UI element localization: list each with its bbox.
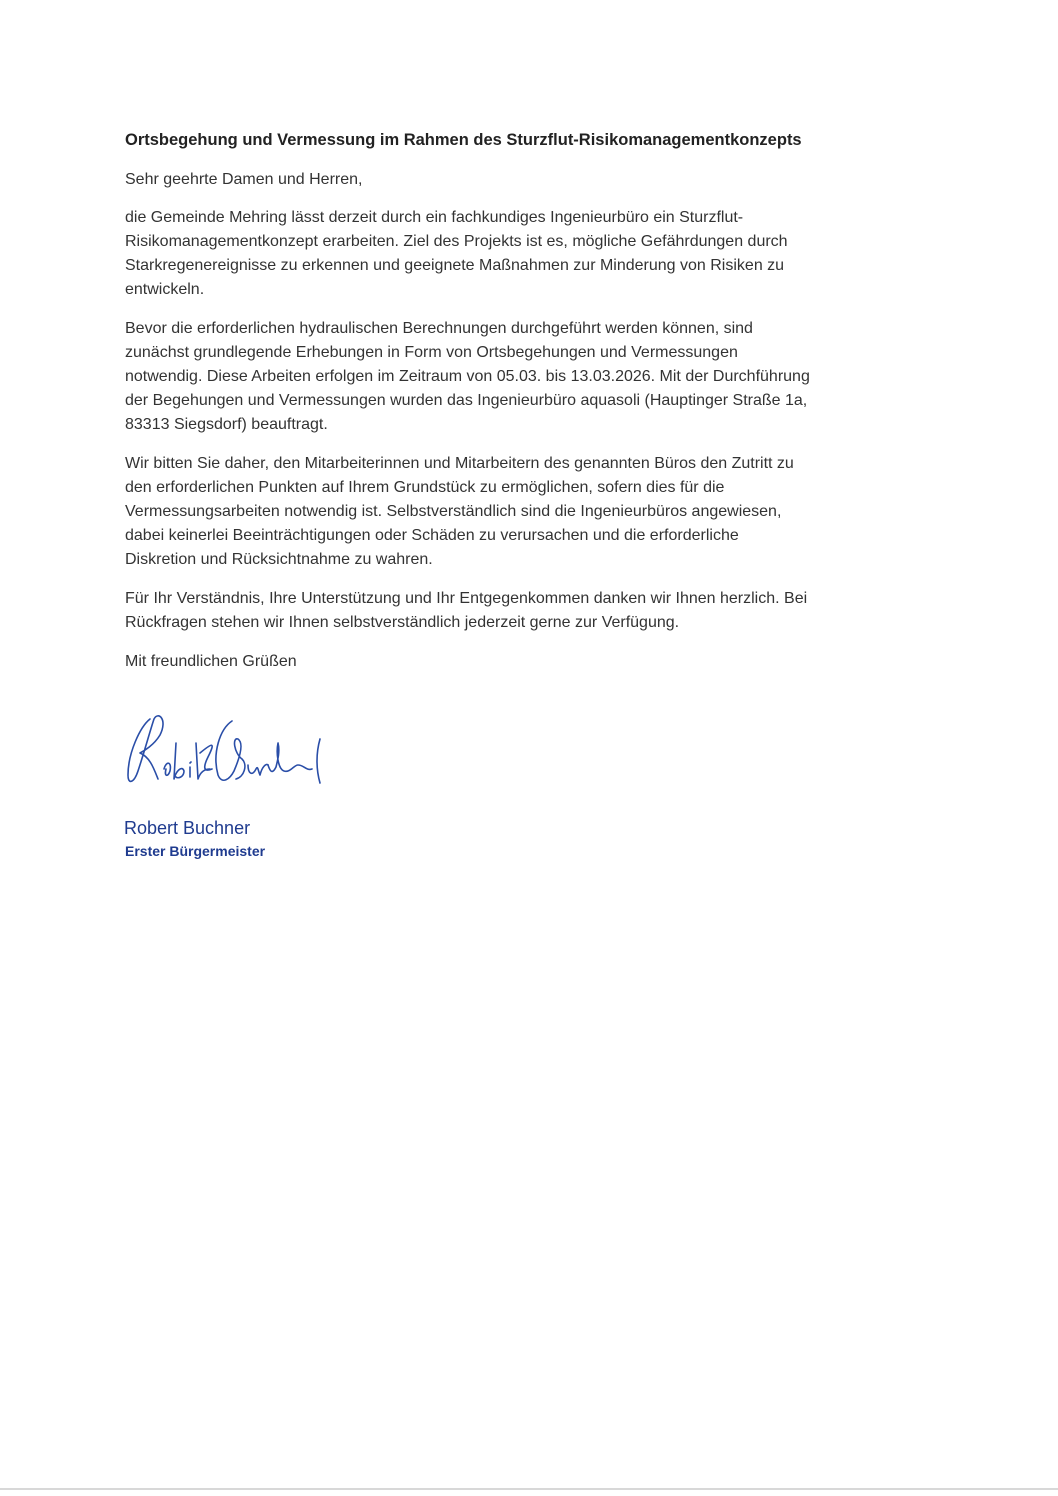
paragraph-line: dabei keinerlei Beeinträchtigungen oder Schäden zu verursachen und die erforderliche [125, 527, 739, 544]
closing-greeting: Mit freundlichen Grüßen [125, 653, 297, 670]
signer-name: Robert Buchner [124, 818, 251, 838]
paragraph-thanks [125, 587, 925, 635]
paragraph-line: Starkregenereignisse zu erkennen und geeignete Maßnahmen zur Minderung von Risiken zu [125, 257, 785, 274]
paragraph-line: Risikomanagementkonzept erarbeiten. Ziel des Projekts ist es, mögliche Gefährdungen durch [125, 233, 788, 250]
paragraph-line: Vermessungsarbeiten notwendig ist. Selbstverständlich sind die Ingenieurbüros angewiesen, [125, 503, 782, 520]
signer-title: Erster Bürgermeister [125, 843, 266, 859]
paragraph-line: Diskretion und Rücksichtnahme zu wahren. [125, 551, 433, 568]
page-bottom-divider [0, 1488, 1058, 1490]
salutation: Sehr geehrte Damen und Herren, [125, 171, 363, 188]
paragraph-line: entwickeln. [125, 281, 205, 298]
paragraph-line: Bevor die erforderlichen hydraulischen Berechnungen durchgeführt werden können, sind [125, 320, 753, 337]
paragraph-line: der Begehungen und Vermessungen wurden das Ingenieurbüro aquasoli (Hauptinger Straße 1a, [125, 392, 808, 409]
paragraph-line: Rückfragen stehen wir Ihnen selbstverständlich jederzeit gerne zur Verfügung. [125, 614, 680, 631]
paragraph-access-request [125, 452, 925, 572]
paragraph-line: Für Ihr Verständnis, Ihre Unterstützung und Ihr Entgegenkommen danken wir Ihnen herzlich. Bei [125, 590, 808, 607]
paragraph-line: die Gemeinde Mehring lässt derzeit durch ein fachkundiges Ingenieurbüro ein Sturzflut- [125, 209, 744, 226]
paragraph-line: Wir bitten Sie daher, den Mitarbeiterinnen und Mitarbeitern des genannten Büros den Zutritt zu [125, 455, 794, 472]
paragraph-line: notwendig. Diese Arbeiten erfolgen im Zeitraum von 05.03. bis 13.03.2026. Mit der Durchführung [125, 368, 810, 385]
paragraph-survey-schedule [125, 317, 925, 437]
paragraph-line: 83313 Siegsdorf) beauftragt. [125, 416, 328, 433]
paragraph-project-intro [125, 206, 925, 302]
paragraph-line: zunächst grundlegende Erhebungen in Form von Ortsbegehungen und Vermessungen [125, 344, 738, 361]
letter-subject: Ortsbegehung und Vermessung im Rahmen des Sturzflut-Risikomanagementkonzepts [125, 131, 802, 149]
paragraph-line: den erforderlichen Punkten auf Ihrem Grundstück zu ermöglichen, sofern dies für die [125, 479, 725, 496]
handwritten-signature [120, 713, 335, 793]
letter-body [125, 129, 925, 689]
